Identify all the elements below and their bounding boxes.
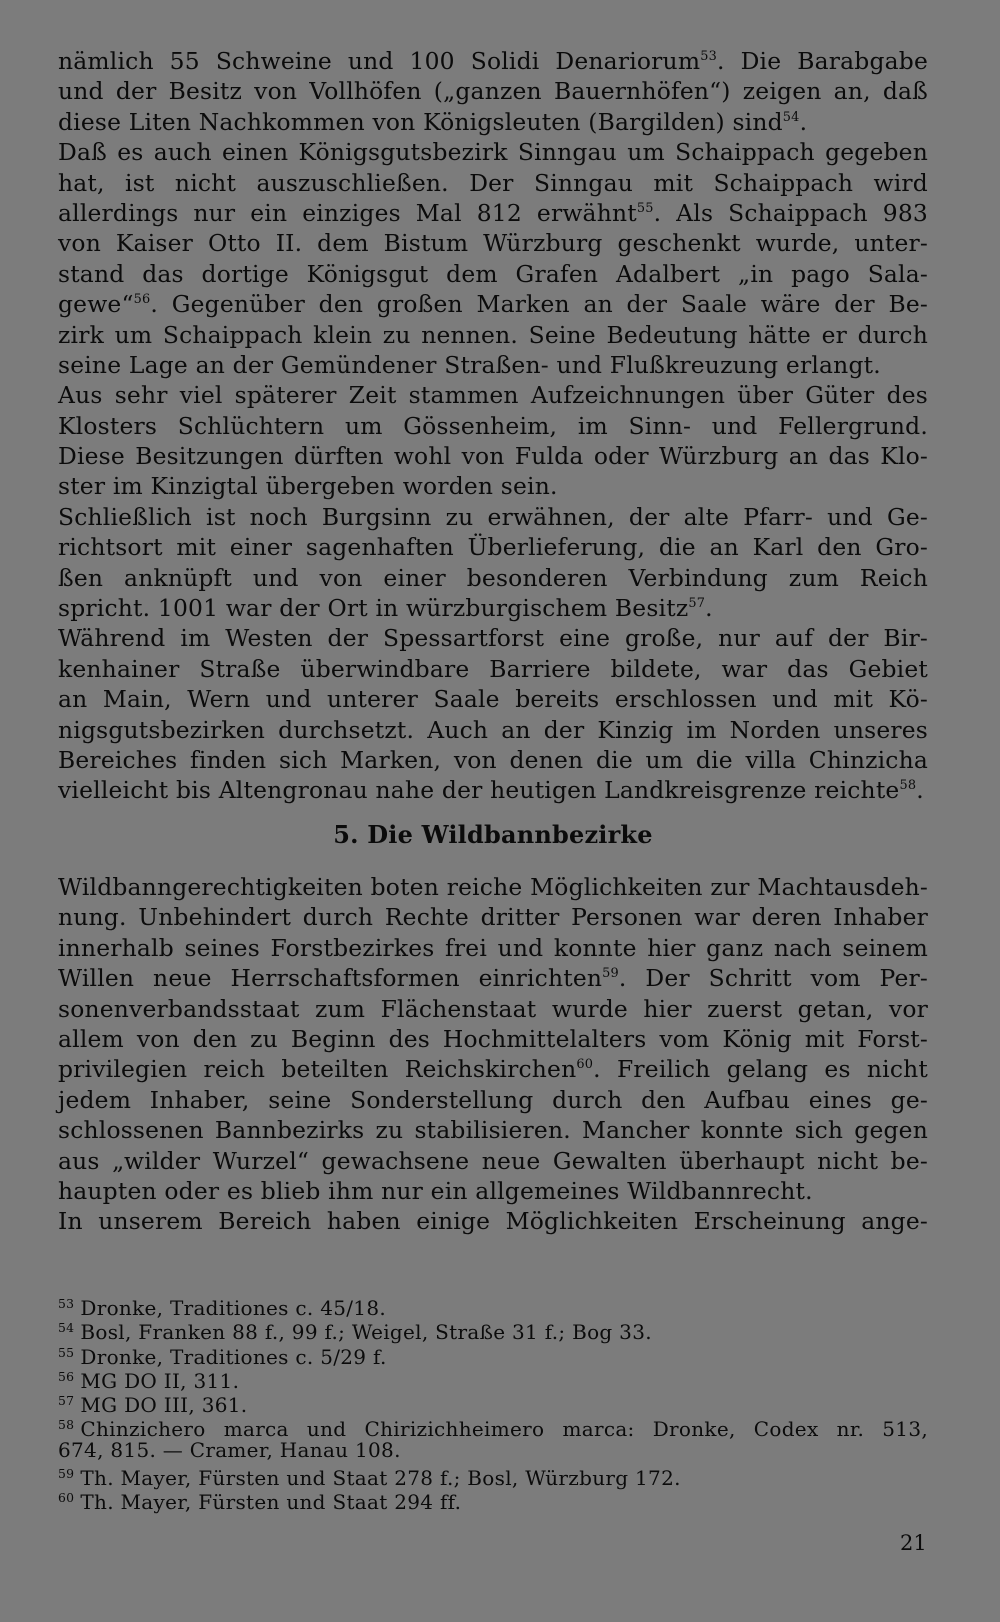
text-run: privilegien reich beteilten Reichskirchen [58,1055,577,1084]
text-run: . Der Schritt vom Per- [618,964,928,993]
text-line [58,872,928,902]
footnote-text: 674, 815. — Cramer, Hanau 108. [58,1437,401,1462]
text-run: Klosters Schlüchtern um Gössenheim, im Sinn- und Fellergrund. [58,411,928,440]
text-run: allem von den zu Beginn des Hochmittelalters vom König mit Forst- [58,1024,928,1053]
text-run: Wildbanngerechtigkeiten boten reiche Möglichkeiten zur Machtausdeh- [58,873,928,901]
footnote [58,1365,928,1393]
text-line [58,1176,928,1206]
text-run: hat, ist nicht auszuschließen. Der Sinngau mit Schaippach wird [58,168,928,197]
text-line [58,902,928,932]
text-run: In unserem Bereich haben einige Möglichkeiten Erscheinung ange- [58,1207,928,1236]
footnote-text: MG DO II, 311. [80,1368,240,1393]
text-line [58,563,928,593]
text-run: nämlich 55 Schweine und 100 Solidi Denariorum [58,47,701,75]
text-run: an Main, Wern und unterer Saale bereits erschlossen und mit Kö- [58,685,928,714]
footnote-number: 58 [58,1417,75,1433]
section-title: 5. Die Wildbannbezirke [333,820,653,849]
text-run: Während im Westen der Spessartforst eine große, nur auf der Bir- [58,624,928,653]
footnote [58,1438,928,1462]
text-run: . Als Schaippach 983 [653,198,928,227]
text-line [58,654,928,684]
footnote-ref: 53 [700,49,717,65]
text-run: . Freilich gelang es nicht [593,1055,928,1084]
text-line [58,1206,928,1236]
footnote-ref: 59 [602,966,619,982]
text-run: Willen neue Herrschaftsformen einrichten [58,964,603,993]
text-run: . [916,776,924,805]
text-line [58,1054,928,1084]
footnote [58,1486,928,1515]
text-run: Daß es auch einen Königsgutsbezirk Sinngau um Schaippach gegeben [58,138,928,167]
text-line [58,259,928,289]
text-line [58,107,928,137]
footnote-ref: 55 [636,201,654,217]
text-line [58,532,928,562]
text-line [58,715,928,745]
text-line [58,411,928,441]
text-line [58,320,928,350]
text-line [58,289,928,319]
text-run: . [705,594,713,623]
text-run: Diese Besitzungen dürften wohl von Fulda oder Würzburg an das Klo- [58,442,928,471]
text-line [58,137,928,167]
footnote-number: 54 [58,1320,75,1336]
text-line [58,471,928,501]
footnote-number: 56 [58,1368,75,1384]
text-run: von Kaiser Otto II. dem Bistum Würzburg geschenkt wurde, unter- [58,229,928,258]
text-line [58,380,928,410]
text-run: zirk um Schaippach klein zu nennen. Seine Bedeutung hätte er durch [58,320,928,349]
text-line [58,76,928,106]
body-text-bottom [58,872,928,1237]
footnote-number: 57 [58,1393,75,1409]
text-run: kenhainer Straße überwindbare Barriere bildete, war das Gebiet [58,654,928,683]
text-run: schlossenen Bannbezirks zu stabilisieren. Mancher konnte sich gegen [58,1116,928,1145]
text-line [58,745,928,775]
text-line [58,168,928,198]
text-line [58,1085,928,1115]
footnote [58,1462,928,1490]
text-run: haupten oder es blieb ihm nur ein allgemeines Wildbannrecht. [58,1176,813,1205]
footnotes [58,1292,928,1515]
text-run: innerhalb seines Forstbezirkes frei und konnte hier ganz nach seinem [58,933,928,962]
text-line [58,623,928,653]
text-line [58,228,928,258]
footnote-number: 55 [58,1344,75,1360]
text-run: . [799,107,808,136]
text-line [58,593,928,623]
footnote-ref: 57 [688,596,706,612]
text-run: seine Lage an der Gemündener Straßen- und Flußkreuzung erlangt. [58,350,881,379]
footnote-ref: 56 [133,292,151,308]
text-run: gewe“ [58,290,134,319]
text-line [58,441,928,471]
text-line [58,775,928,805]
text-line [58,684,928,714]
body-text-top [58,46,928,806]
footnote [58,1389,928,1417]
footnote [58,1292,928,1320]
footnote-text: Th. Mayer, Fürsten und Staat 294 ff. [80,1490,462,1515]
text-line [58,46,928,76]
text-run: ßen anknüpft und von einer besonderen Verbindung zum Reich [58,563,928,592]
text-run: jedem Inhaber, seine Sonderstellung durch den Aufbau eines ge- [58,1085,928,1114]
footnote-text: Dronke, Traditiones c. 45/18. [80,1295,387,1320]
text-line [58,994,928,1024]
text-run: spricht. 1001 war der Ort in würzburgischem Besitz [58,594,689,623]
footnote [58,1316,928,1345]
footnote-ref: 54 [782,109,800,125]
text-run: und der Besitz von Vollhöfen („ganzen Bauernhöfen“) zeigen an, daß [58,77,928,106]
text-line [58,502,928,532]
text-run: nung. Unbehindert durch Rechte dritter Personen war deren Inhaber [58,903,928,932]
footnote-text: Bosl, Franken 88 f., 99 f.; Weigel, Straße 31 f.; Bog 33. [80,1320,652,1345]
text-line [58,933,928,963]
text-line [58,1146,928,1176]
text-run: vielleicht bis Altengronau nahe der heutigen Landkreisgrenze reichte [58,776,900,805]
text-run: allerdings nur ein einziges Mal 812 erwähnt [58,198,637,227]
text-run: nigsgutsbezirken durchsetzt. Auch an der Kinzig im Norden unseres [58,715,928,744]
text-run: Aus sehr viel späterer Zeit stammen Aufzeichnungen über Güter des [58,381,928,410]
footnote-text: Th. Mayer, Fürsten und Staat 278 f.; Bosl, Würzburg 172. [80,1465,681,1490]
text-run: diese Liten Nachkommen von Königsleuten (Bargilden) sind [58,107,783,136]
footnote-number: 59 [58,1466,75,1482]
footnote-text: MG DO III, 361. [80,1393,248,1417]
footnote-ref: 58 [899,778,917,794]
text-run: Bereiches finden sich Marken, von denen die um die villa Chinzicha [58,745,928,774]
section-heading-wrap [58,820,928,850]
text-line [58,1024,928,1054]
footnote [58,1413,928,1442]
footnote-number: 60 [58,1490,75,1506]
text-line [58,198,928,228]
text-run: . Gegenüber den großen Marken an der Saale wäre der Be- [150,290,928,319]
text-line [58,1115,928,1145]
footnote [58,1341,928,1369]
text-line [58,350,928,380]
page-number: 21 [900,1531,927,1555]
footnote-text: Chinzichero marca und Chirizichheimero marca: Dronke, Codex nr. 513, [80,1417,928,1442]
text-run: stand das dortige Königsgut dem Grafen Adalbert „in pago Sala- [58,259,928,288]
text-run: ster im Kinzigtal übergeben worden sein. [58,472,558,501]
footnote-text: Dronke, Traditiones c. 5/29 f. [80,1344,387,1369]
footnote-ref: 60 [576,1057,594,1073]
footnote-number: 53 [58,1296,75,1311]
text-run: Schließlich ist noch Burgsinn zu erwähnen, der alte Pfarr- und Ge- [58,502,928,531]
text-run: . Die Barabgabe [716,47,928,75]
text-run: sonenverbandsstaat zum Flächenstaat wurde hier zuerst getan, vor [58,994,928,1023]
text-run: richtsort mit einer sagenhaften Überlieferung, die an Karl den Gro- [58,533,928,562]
text-run: aus „wilder Wurzel“ gewachsene neue Gewalten überhaupt nicht be- [58,1146,928,1175]
text-line [58,963,928,993]
